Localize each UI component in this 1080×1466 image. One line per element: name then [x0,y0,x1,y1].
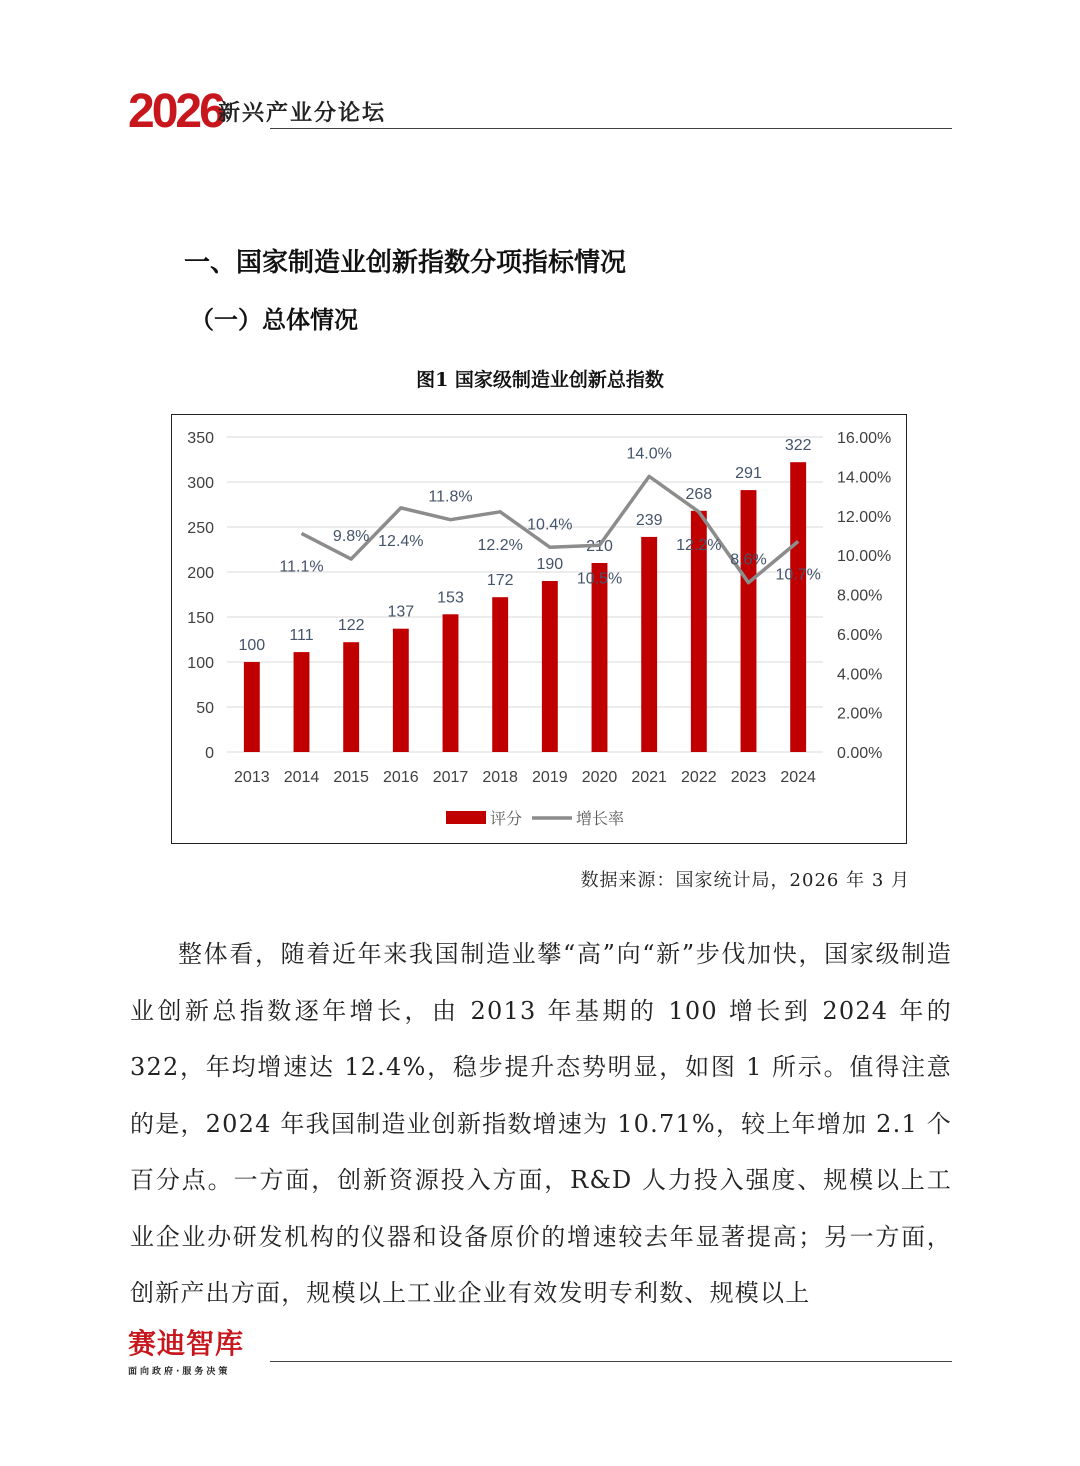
legend-label-bar: 评分 [490,809,523,828]
bar-value-label: 322 [784,437,812,455]
bar [741,490,757,752]
bar [592,563,608,752]
bar [443,614,459,752]
header-title: 新兴产业分论坛 [218,101,387,126]
x-tick-label: 2024 [780,769,816,786]
y-left-tick-label: 300 [187,475,214,492]
y-right-tick-label: 2.00% [837,705,883,723]
bar [244,662,260,752]
bar-value-label: 172 [486,572,514,590]
growth-rate-label: 12.2% [676,536,722,554]
x-tick-label: 2023 [730,769,767,786]
footer-logo: 赛迪智库 [128,1327,245,1360]
growth-rate-label: 10.5% [576,570,623,588]
body-paragraph: 整体看，随着近年来我国制造业攀“高”向“新”步伐加快，国家级制造业创新总指数逐年增长，由 2013 年基期的 100 增长到 2024 年的 322，年均增速达 12.4%，稳步提升态势明显，如图 1 所示。值得注意的是，2024 年我国制造业创新指数增速为 10.71%，较上年增加 2.1 个百分点。一方面，创新资源投入方面，R&D 人力投入强度、规模以上工业企业办研发机构的仪器和设备原价的增速较去年显著提高；另一方面，创新产出方面，规模以上工业企业有效发明专利数、规模以上 [130,940,952,1307]
logo-2026: 2026 [128,85,223,138]
figure-source: 数据来源：国家统计局，2026 年 3 月 [580,870,910,891]
bar [790,462,806,752]
growth-rate-label: 14.0% [626,445,672,463]
chart-frame [171,414,907,844]
x-tick-label: 2019 [532,769,568,786]
growth-rate-label: 9.8% [332,528,370,546]
growth-rate-label: 11.8% [428,488,473,506]
y-left-tick-label: 150 [187,610,214,627]
y-right-tick-label: 6.00% [837,626,883,644]
y-right-tick-label: 4.00% [837,666,883,684]
growth-rate-label: 11.1% [279,558,324,576]
growth-rate-label: 10.4% [527,516,573,534]
bar-value-label: 291 [735,465,762,483]
body-text [130,926,952,1322]
section-subheading: （一）总体情况 [190,305,358,334]
bar [343,642,359,752]
section-heading: 一、国家制造业创新指数分项指标情况 [184,248,627,278]
footer-divider [270,1361,952,1362]
y-left-tick-label: 100 [187,655,214,672]
x-tick-label: 2022 [681,769,717,786]
bar-value-label: 190 [536,556,564,573]
x-tick-label: 2015 [333,769,369,786]
bar-value-label: 210 [586,538,613,555]
bar-value-label: 137 [387,603,415,621]
y-right-tick-label: 0.00% [837,745,883,762]
figure-title: 图1 国家级制造业创新总指数 [416,369,664,391]
y-left-tick-label: 350 [187,430,214,447]
bar [641,537,657,752]
bar [393,629,409,752]
x-tick-label: 2016 [383,769,419,786]
growth-rate-label: 12.2% [477,536,523,554]
footer-tagline: 面向政府·服务决策 [128,1367,231,1377]
growth-rate-label: 10.7% [775,566,821,584]
y-right-tick-label: 16.00% [837,430,892,447]
combo-chart [172,415,908,845]
bar-value-label: 100 [238,637,266,654]
bar-value-label: 153 [437,589,464,607]
x-tick-label: 2021 [631,769,667,786]
bar-value-label: 239 [635,511,663,529]
y-left-tick-label: 250 [187,520,214,537]
bar-value-label: 111 [289,627,314,645]
y-right-tick-label: 14.00% [837,469,892,487]
x-tick-label: 2017 [432,769,469,786]
bar-value-label: 268 [685,485,713,503]
y-left-tick-label: 50 [196,700,214,717]
legend-swatch-bar [446,811,486,824]
bar [542,581,558,752]
y-right-tick-label: 10.00% [837,548,892,566]
header-divider [270,128,952,129]
x-tick-label: 2018 [482,769,518,786]
legend-label-line: 增长率 [576,809,625,828]
x-tick-label: 2020 [581,769,618,786]
y-right-tick-label: 8.00% [837,587,883,605]
bar [294,652,310,752]
bar [492,597,508,752]
y-left-tick-label: 0 [205,745,214,762]
x-tick-label: 2014 [283,769,320,786]
y-left-tick-label: 200 [187,565,214,582]
x-tick-label: 2013 [234,769,270,786]
growth-rate-label: 12.4% [378,532,424,550]
bar-value-label: 122 [337,617,365,635]
y-right-tick-label: 12.00% [837,508,892,526]
growth-rate-label: 8.6% [730,551,767,569]
